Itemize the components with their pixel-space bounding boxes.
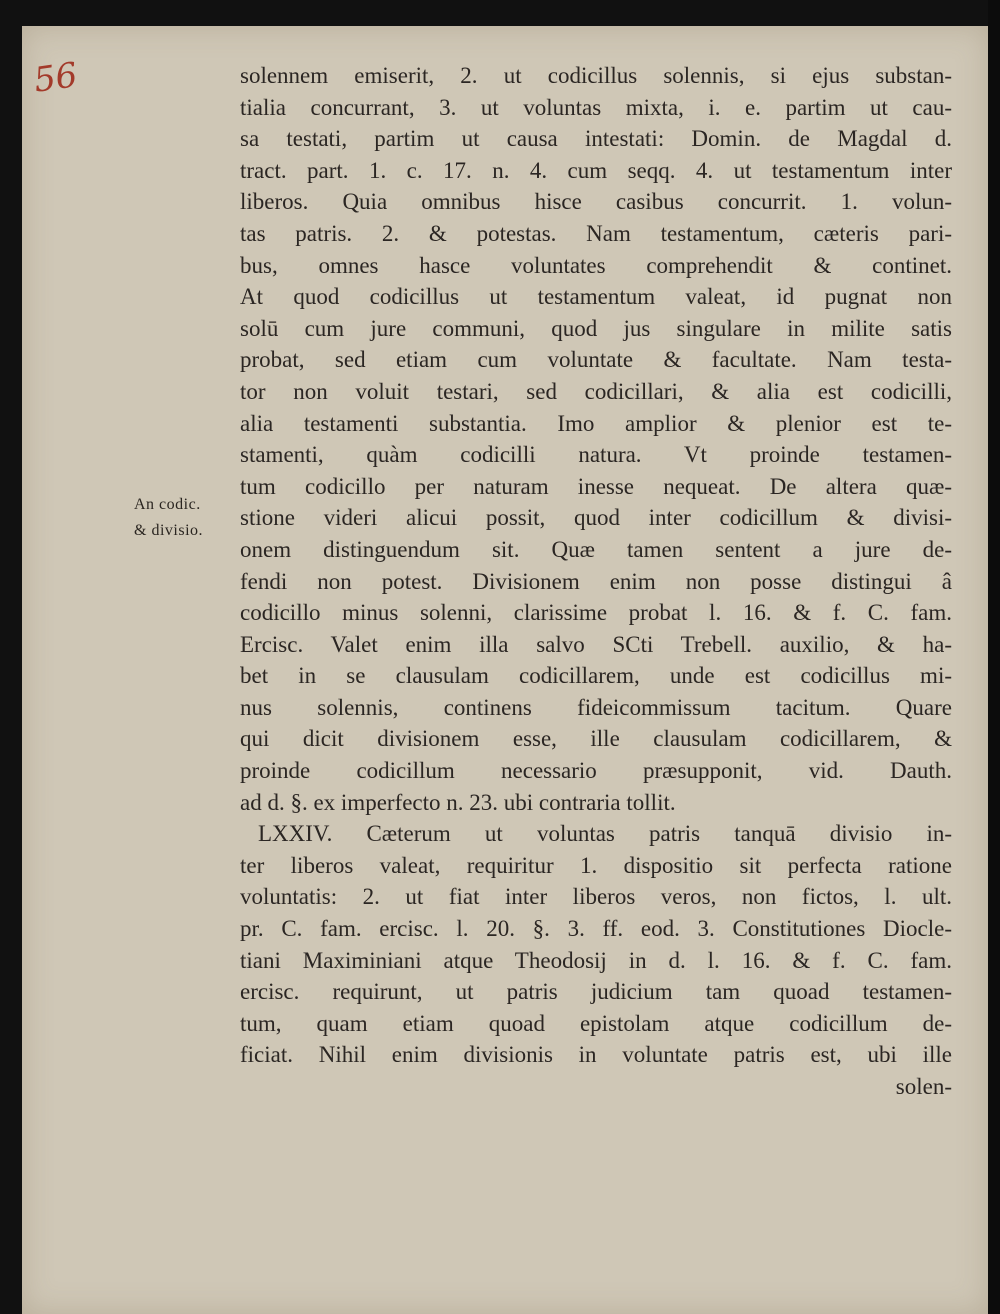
section-heading-line: LXXIV. Cæterum ut voluntas patris tanquā divisio in- bbox=[258, 821, 952, 847]
text-line: Ercisc. Valet enim illa salvo SCti Trebell. auxilio, & ha- bbox=[240, 631, 952, 657]
text-line: stamenti, quàm codicilli natura. Vt proinde testamen- bbox=[240, 442, 952, 468]
catchword: solen- bbox=[895, 1074, 952, 1099]
text-line: tor non voluit testari, sed codicillari, & alia est codicilli, bbox=[240, 378, 952, 404]
text-line: solennem emiserit, 2. ut codicillus solennis, si ejus substan- bbox=[240, 63, 952, 88]
page-edge bbox=[988, 0, 1000, 1314]
body-text bbox=[240, 60, 952, 1103]
text-line: ficiat. Nihil enim divisionis in voluntate patris est, ubi ille bbox=[240, 1042, 952, 1068]
text-line: solū cum jure communi, quod jus singulare in milite satis bbox=[240, 315, 952, 341]
text-line: tract. part. 1. c. 17. n. 4. cum seqq. 4. ut testamentum inter bbox=[240, 157, 952, 183]
text-line: nus solennis, continens fideicommissum tacitum. Quare bbox=[240, 694, 952, 720]
text-line: codicillo minus solenni, clarissime probat l. 16. & f. C. fam. bbox=[240, 600, 952, 626]
text-line: tas patris. 2. & potestas. Nam testamentum, cæteris pari- bbox=[240, 220, 952, 246]
text-line: bet in se clausulam codicillarem, unde est codicillus mi- bbox=[240, 663, 952, 689]
text-line: qui dicit divisionem esse, ille clausulam codicillarem, & bbox=[240, 726, 952, 752]
text-line: voluntatis: 2. ut fiat inter liberos veros, non fictos, l. ult. bbox=[240, 884, 952, 910]
page-number: 56 bbox=[31, 55, 80, 101]
margin-note: & divisio. bbox=[134, 522, 204, 539]
text-line: stione videri alicui possit, quod inter codicillum & divisi- bbox=[240, 505, 952, 531]
text-line: ercisc. requirunt, ut patris judicium tam quoad testamen- bbox=[240, 979, 952, 1005]
text-line: bus, omnes hasce voluntates comprehendit & continet. bbox=[240, 252, 952, 278]
text-line: proinde codicillum necessario præsupponit, vid. Dauth. bbox=[240, 758, 952, 784]
text-line: tialia concurrant, 3. ut voluntas mixta, i. e. partim ut cau- bbox=[240, 94, 952, 120]
margin-note: An codic. bbox=[134, 496, 201, 513]
text-line: At quod codicillus ut testamentum valeat, id pugnat non bbox=[240, 284, 952, 310]
text-line: fendi non potest. Divisionem enim non posse distingui â bbox=[240, 568, 952, 594]
text-line: tum codicillo per naturam inesse nequeat. De altera quæ- bbox=[240, 473, 952, 499]
text-line: liberos. Quia omnibus hisce casibus concurrit. 1. volun- bbox=[240, 189, 952, 215]
text-line: ad d. §. ex imperfecto n. 23. ubi contraria tollit. bbox=[240, 789, 676, 815]
text-line: tiani Maximiniani atque Theodosij in d. l. 16. & f. C. fam. bbox=[240, 947, 952, 973]
text-line: sa testati, partim ut causa intestati: Domin. de Magdal d. bbox=[240, 126, 952, 152]
text-line: ter liberos valeat, requiritur 1. dispositio sit perfecta ratione bbox=[240, 852, 952, 878]
text-line: onem distinguendum sit. Quæ tamen sentent a jure de- bbox=[240, 536, 952, 562]
text-line: tum, quam etiam quoad epistolam atque codicillum de- bbox=[240, 1010, 952, 1036]
text-line: probat, sed etiam cum voluntate & facultate. Nam testa- bbox=[240, 347, 952, 373]
text-line: alia testamenti substantia. Imo amplior & plenior est te- bbox=[240, 410, 952, 436]
text-line: pr. C. fam. ercisc. l. 20. §. 3. ff. eod. 3. Constitutiones Diocle- bbox=[240, 916, 952, 942]
